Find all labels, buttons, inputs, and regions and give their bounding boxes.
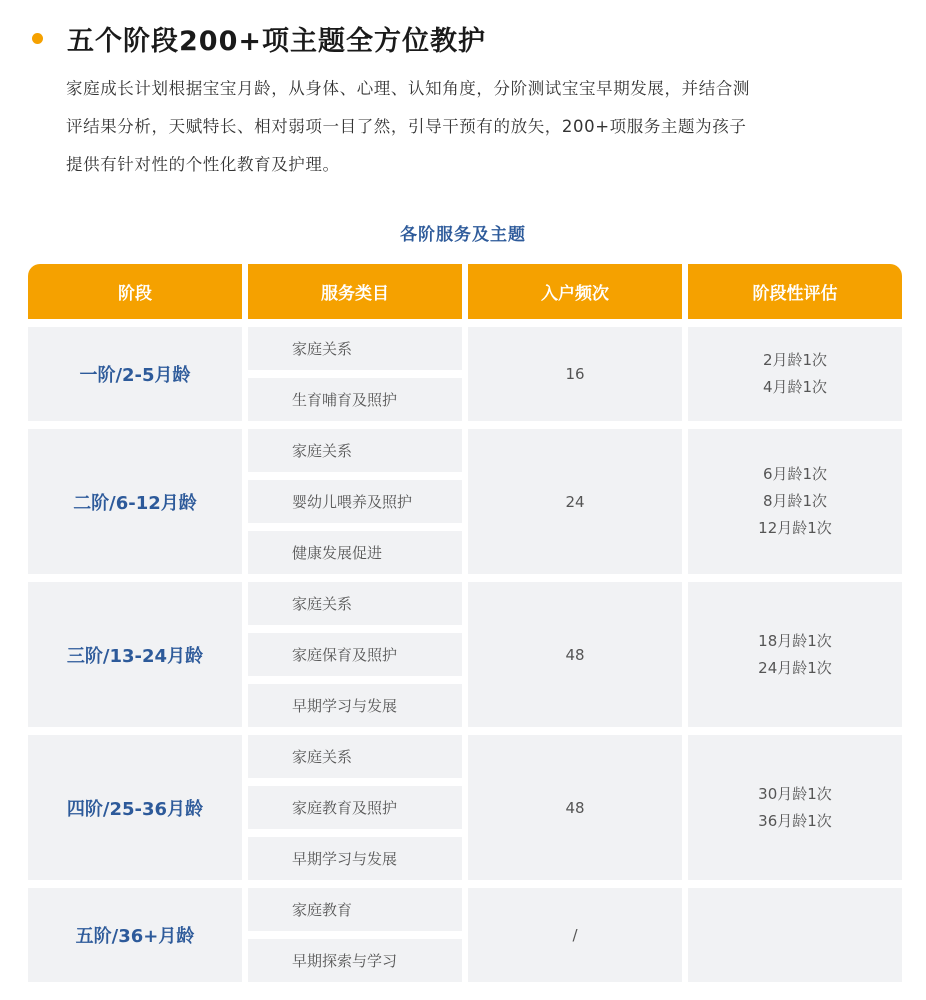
visit-count: 48 bbox=[468, 735, 682, 880]
evaluation-item: 4月龄1次 bbox=[762, 378, 828, 396]
column-header-services: 服务类目 bbox=[248, 264, 462, 319]
service-item: 早期学习与发展 bbox=[248, 684, 462, 727]
service-list bbox=[248, 327, 462, 421]
visit-count: 24 bbox=[468, 429, 682, 574]
stage-name: 四阶/25-36月龄 bbox=[28, 735, 242, 880]
stages-table bbox=[28, 264, 902, 982]
stage-name: 二阶/6-12月龄 bbox=[28, 429, 242, 574]
service-list bbox=[248, 888, 462, 982]
table-row bbox=[28, 582, 902, 727]
intro-line: 家庭成长计划根据宝宝月龄，从身体、心理、认知角度，分阶测试宝宝早期发展，并结合测 bbox=[66, 79, 750, 98]
evaluation-cell bbox=[688, 327, 902, 421]
column-header-stage: 阶段 bbox=[28, 264, 242, 319]
column-header-visits: 入户频次 bbox=[468, 264, 682, 319]
evaluation-cell bbox=[688, 735, 902, 880]
section-heading-row bbox=[24, 14, 486, 62]
service-item: 健康发展促进 bbox=[248, 531, 462, 574]
evaluation-item: 8月龄1次 bbox=[762, 492, 828, 510]
service-list bbox=[248, 582, 462, 727]
table-row bbox=[28, 888, 902, 982]
evaluation-cell bbox=[688, 429, 902, 574]
section-heading: 五个阶段200+项主题全方位教护 bbox=[67, 25, 486, 57]
evaluation-item: 2月龄1次 bbox=[762, 351, 828, 369]
table-header-row bbox=[28, 264, 902, 319]
intro-line: 提供有针对性的个性化教育及护理。 bbox=[66, 155, 340, 174]
visit-count: 48 bbox=[468, 582, 682, 727]
service-list bbox=[248, 429, 462, 574]
evaluation-item: 6月龄1次 bbox=[762, 465, 828, 483]
bullet-dot-icon bbox=[32, 33, 43, 44]
service-item: 家庭教育及照护 bbox=[248, 786, 462, 829]
intro-paragraph bbox=[66, 70, 908, 184]
service-item: 生育哺育及照护 bbox=[248, 378, 462, 421]
evaluation-item: 36月龄1次 bbox=[758, 811, 832, 830]
intro-line: 评结果分析，天赋特长、相对弱项一目了然，引导干预有的放矢，200+项服务主题为孩子 bbox=[66, 117, 747, 136]
stage-name: 一阶/2-5月龄 bbox=[28, 327, 242, 421]
visit-count: / bbox=[468, 888, 682, 982]
table-row bbox=[28, 429, 902, 574]
stage-name: 三阶/13-24月龄 bbox=[28, 582, 242, 727]
table-row bbox=[28, 735, 902, 880]
service-item: 家庭关系 bbox=[248, 582, 462, 625]
service-item: 早期学习与发展 bbox=[248, 837, 462, 880]
service-item: 婴幼儿喂养及照护 bbox=[248, 480, 462, 523]
evaluation-cell bbox=[688, 582, 902, 727]
service-item: 家庭关系 bbox=[248, 429, 462, 472]
service-item: 家庭关系 bbox=[248, 735, 462, 778]
evaluation-item: 12月龄1次 bbox=[758, 519, 832, 537]
evaluation-item: 30月龄1次 bbox=[758, 784, 832, 803]
evaluation-item: 24月龄1次 bbox=[758, 658, 832, 677]
table-row bbox=[28, 327, 902, 421]
evaluation-item: 18月龄1次 bbox=[758, 631, 832, 650]
evaluation-cell bbox=[688, 888, 902, 982]
stage-name: 五阶/36+月龄 bbox=[28, 888, 242, 982]
visit-count: 16 bbox=[468, 327, 682, 421]
column-header-evaluation: 阶段性评估 bbox=[688, 264, 902, 319]
service-item: 家庭教育 bbox=[248, 888, 462, 931]
service-item: 家庭关系 bbox=[248, 327, 462, 370]
service-list bbox=[248, 735, 462, 880]
table-title: 各阶服务及主题 bbox=[400, 225, 526, 245]
service-item: 早期探索与学习 bbox=[248, 939, 462, 982]
service-item: 家庭保育及照护 bbox=[248, 633, 462, 676]
